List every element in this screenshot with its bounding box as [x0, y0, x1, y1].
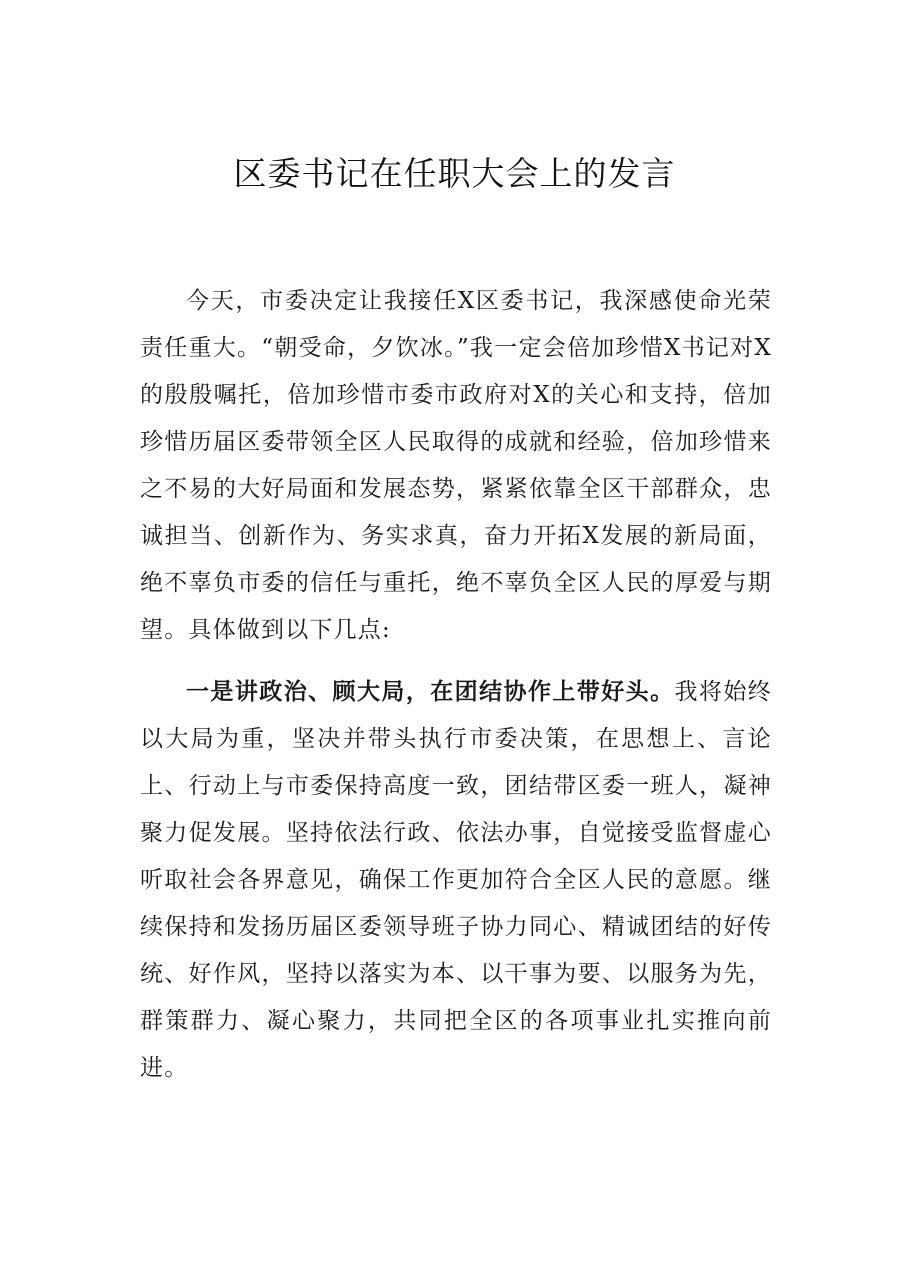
paragraph-intro: [140, 278, 772, 654]
paragraph-point-one-heading: 一是讲政治、顾大局，在团结协作上带好头。: [186, 678, 675, 705]
paragraph-point-one: [140, 668, 772, 1092]
document-body: [140, 278, 772, 1092]
paragraph-intro-text: 今天，市委决定让我接任X区委书记，我深感使命光荣责任重大。“朝受命，夕饮冰。”我一定会倍加珍惜X书记对X的殷殷嘱托，倍加珍惜市委市政府对X的关心和支持，倍加珍惜历届区委带领全区人民取得的成就和经验，倍加珍惜来之不易的大好局面和发展态势，紧紧依靠全区干部群众，忠诚担当、创新作为、务实求真，奋力开拓X发展的新局面，绝不辜负市委的信任与重托，绝不辜负全区人民的厚爱与期望。具体做到以下几点:: [140, 288, 772, 643]
paragraph-point-one-text: 我将始终以大局为重，坚决并带头执行市委决策，在思想上、言论上、行动上与市委保持高度一致，团结带区委一班人，凝神聚力促发展。坚持依法行政、依法办事，自觉接受监督虚心听取社会各界意见，确保工作更加符合全区人民的意愿。继续保持和发扬历届区委领导班子协力同心、精诚团结的好传统、好作风，坚持以落实为本、以干事为要、以服务为先，群策群力、凝心聚力，共同把全区的各项事业扎实推向前进。: [140, 679, 772, 1081]
document-title: 区委书记在任职大会上的发言: [233, 154, 676, 193]
